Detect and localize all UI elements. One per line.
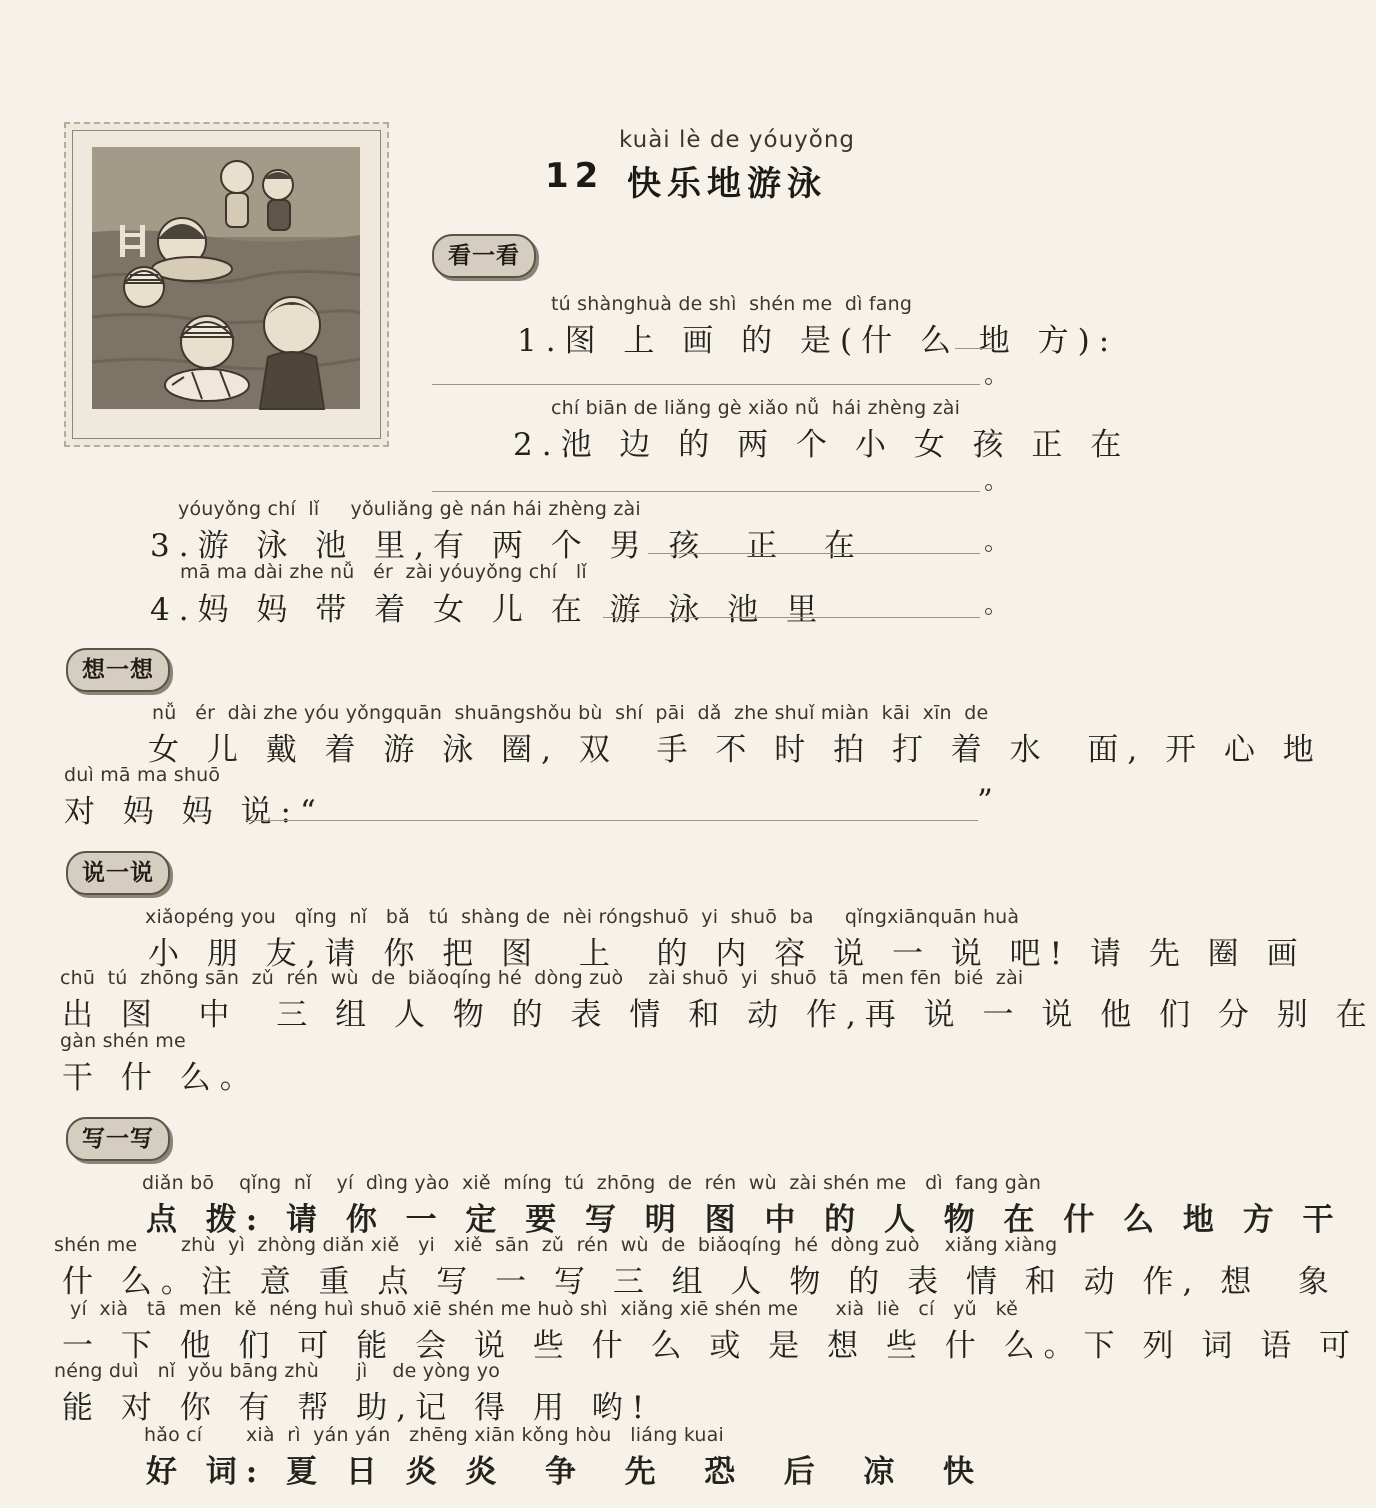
write-line3-pinyin: yí xià tā men kě néng huì shuō xiē shén me huò shì xiǎng xiē shén me xià liè cí yǔ kě	[70, 1298, 1019, 1320]
period-mark	[985, 484, 992, 491]
good-words-pinyin: hǎo cí xià rì yán yán zhēng xiān kǒng hòu liáng kuai	[144, 1424, 724, 1446]
section-think-badge: 想一想	[66, 648, 170, 692]
look-q4-text: 4.妈 妈 带 着 女 儿 在 游 泳 池 里	[150, 592, 827, 628]
look-q1-text: 1.图 上 画 的 是(什 么 地 方):	[517, 323, 1119, 359]
look-q4-pinyin: mā ma dài zhe nǚ ér zài yóuyǒng chí lǐ	[180, 561, 587, 583]
look-q2-text: 2.池 边 的 两 个 小 女 孩 正 在	[513, 427, 1131, 463]
think-line1-pinyin: nǚ ér dài zhe yóu yǒngquān shuāngshǒu bù shí pāi dǎ zhe shuǐ miàn kāi xīn de	[152, 702, 989, 724]
look-q2-pinyin: chí biān de liǎng gè xiǎo nǚ hái zhèng zài	[551, 397, 961, 419]
write-line1-pinyin: diǎn bō qǐng nǐ yí dìng yào xiě míng tú zhōng de rén wù zài shén me dì fang gàn	[142, 1172, 1042, 1194]
think-line1-text: 女 儿 戴 着 游 泳 圈, 双 手 不 时 拍 打 着 水 面, 开 心 地	[148, 732, 1323, 768]
period-mark	[985, 545, 992, 552]
say-line1-pinyin: xiǎopéng you qǐng nǐ bǎ tú shàng de nèi róngshuō yi shuō ba qǐngxiānquān huà	[145, 906, 1020, 928]
answer-blank-q1b[interactable]	[432, 384, 980, 385]
lesson-title-pinyin: kuài lè de yóuyǒng	[619, 127, 856, 153]
good-words-text: 好 词: 夏 日 炎 炎 争 先 恐 后 凉 快	[146, 1454, 983, 1490]
write-line4-pinyin: néng duì nǐ yǒu bāng zhù jì de yòng yo	[54, 1360, 501, 1382]
write-line2-pinyin: shén me zhù yì zhòng diǎn xiě yi xiě sān zǔ rén wù de biǎoqíng hé dòng zuò xiǎng xiàng	[54, 1234, 1058, 1256]
think-line2-text: 对 妈 妈 说:“	[64, 794, 325, 830]
look-q1-pinyin: tú shànghuà de shì shén me dì fang	[551, 293, 913, 315]
answer-blank-q3[interactable]	[648, 553, 980, 554]
period-mark	[985, 608, 992, 615]
period-mark	[985, 378, 992, 385]
answer-blank-q4[interactable]	[603, 617, 980, 618]
section-say-badge: 说一说	[66, 851, 170, 895]
section-look-badge: 看一看	[432, 234, 536, 278]
lesson-title: 快乐地游泳	[627, 164, 827, 204]
write-line1-text: 点 拨: 请 你 一 定 要 写 明 图 中 的 人 物 在 什 么 地 方 干	[146, 1202, 1343, 1238]
lesson-number: 12	[545, 156, 605, 196]
say-line1-text: 小 朋 友,请 你 把 图 上 的 内 容 说 一 说 吧! 请 先 圈 画	[148, 936, 1307, 972]
section-write-badge: 写一写	[66, 1117, 170, 1161]
look-q3-text: 3.游 泳 池 里,有 两 个 男 孩 正 在	[150, 528, 864, 564]
answer-blank-q2[interactable]	[432, 491, 980, 492]
say-line2-text: 出 图 中 三 组 人 物 的 表 情 和 动 作,再 说 一 说 他 们 分 别 在	[62, 997, 1376, 1033]
answer-blank-think[interactable]	[246, 820, 978, 821]
write-line3-text: 一 下 他 们 可 能 会 说 些 什 么 或 是 想 些 什 么。下 列 词 语 可	[62, 1328, 1360, 1364]
swimming-pool-illustration	[92, 147, 360, 409]
say-line3-pinyin: gàn shén me	[60, 1030, 186, 1052]
write-line4-text: 能 对 你 有 帮 助,记 得 用 哟!	[62, 1390, 654, 1426]
say-line3-text: 干 什 么。	[62, 1060, 260, 1096]
think-close-quote: ”	[977, 783, 1002, 819]
say-line2-pinyin: chū tú zhōng sān zǔ rén wù de biǎoqíng hé dòng zuò zài shuō yi shuō tā men fēn bié zài	[60, 967, 1024, 989]
answer-blank-q1a[interactable]	[955, 348, 995, 349]
think-line2-pinyin: duì mā ma shuō	[64, 764, 221, 786]
look-q3-pinyin: yóuyǒng chí lǐ yǒuliǎng gè nán hái zhèng zài	[178, 498, 641, 520]
write-line2-text: 什 么。注 意 重 点 写 一 写 三 组 人 物 的 表 情 和 动 作, 想 象	[62, 1264, 1338, 1300]
